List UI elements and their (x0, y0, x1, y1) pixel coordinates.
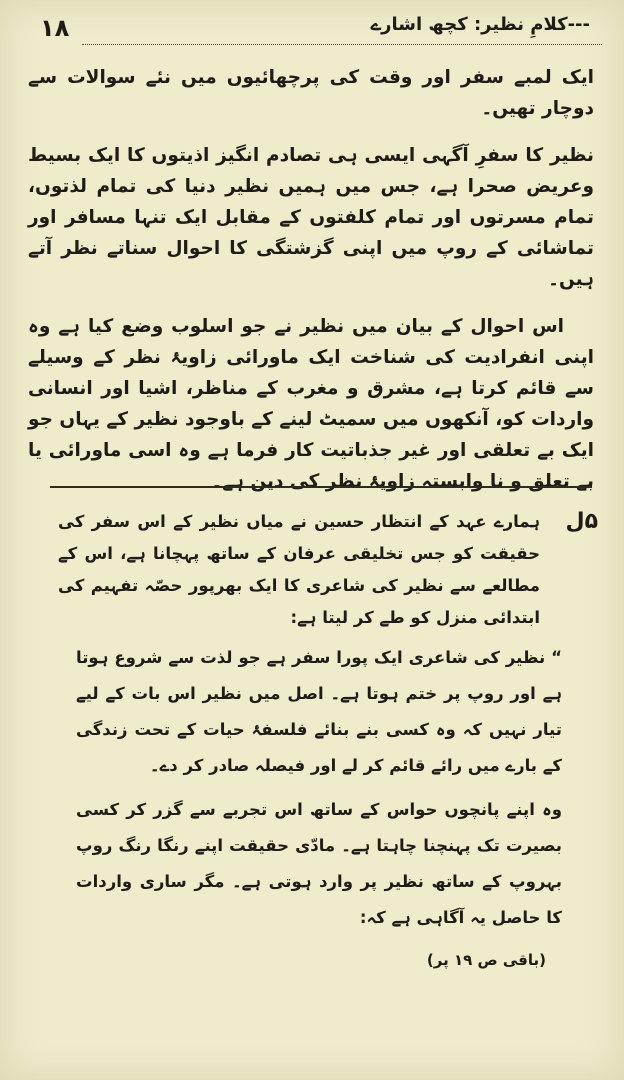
footnote-quote-paragraph: وہ اپنے پانچوں حواس کے ساتھ اس تجربے سے گزر کر کسی بصیرت تک پہنچنا چاہتا ہے۔ مادّی حقیقت اپنے رنگا رنگ روپ بہروپ کے ساتھ نظیر پر وارد ہوتی ہے۔ مگر ساری واردات کا حاصل یہ آگاہی ہے کہ: (76, 800, 562, 927)
body-paragraph: ایک لمبے سفر اور وقت کی پرچھائیوں میں نئے سوالات سے دوچار تھیں۔ (28, 67, 594, 119)
body-paragraph: نظیر کا سفرِ آگہی ایسی ہی تصادم انگیز اذیتوں کا ایک بسیط وعریض صحرا ہے، جس میں ہمیں نظیر دنیا کی تمام لذتوں، تمام مسرتوں اور تمام کلفتوں کے مقابل ایک تنہا مسافر اور تماشائی کے روپ میں اپنی گزشتگی کا احوال سناتے نظر آتے ہیں۔ (28, 145, 594, 290)
page-number: ۱۸ (40, 14, 70, 42)
body-paragraph: اس احوال کے بیان میں نظیر نے جو اسلوب وضع کیا ہے وہ اپنی انفرادیت کی شناخت ایک ماورائی زاویۂ نظر کے وسیلے سے قائم کرتا ہے، مشرق و مغرب کے مناظر، اشیا اور انسانی واردات کو، آنکھوں میں سمیٹ لینے کے باوجود نظیر کے یہاں جو ایک بے تعلقی اور غیر جذباتیت کار فرما ہے وہ اسی ماورائی یا بے تعلق و نا وابستہ زاویۂ نظر کی دین ہے۔ (28, 316, 594, 492)
footnote-marker: ۵ل (565, 509, 598, 534)
footnote-quote-paragraph: “ نظیر کی شاعری ایک پورا سفر ہے جو لذت سے شروع ہوتا ہے اور روپ پر ختم ہوتا ہے۔ اصل میں نظیر اس بات کے لیے تیار نہیں کہ وہ کسی بنے بنائے فلسفۂ حیات کے تحت زندگی کے بارے میں رائے قائم کر لے اور فیصلہ صادر کر دے۔ (76, 648, 562, 775)
running-header-title: ---کلامِ نظیر: کچھ اشارے (370, 14, 590, 35)
footnote-intro: ہمارے عہد کے انتظار حسین نے میاں نظیر کے اس سفر کی حقیقت کو جس تخلیقی عرفان کے ساتھ پہچانا ہے، اس کے مطالعے سے نظیر کی شاعری کا ایک بھرپور حصّہ تفہیم کی ابتدائی منزل کو طے کر لیتا ہے: (58, 512, 540, 627)
footnote-separator (50, 486, 592, 488)
header-rule (82, 44, 602, 45)
body-text (28, 62, 594, 513)
footnote-quote (76, 640, 562, 936)
footnote-continued-note: (باقی ص ۱۹ پر) (426, 951, 546, 969)
footnote (58, 506, 598, 976)
